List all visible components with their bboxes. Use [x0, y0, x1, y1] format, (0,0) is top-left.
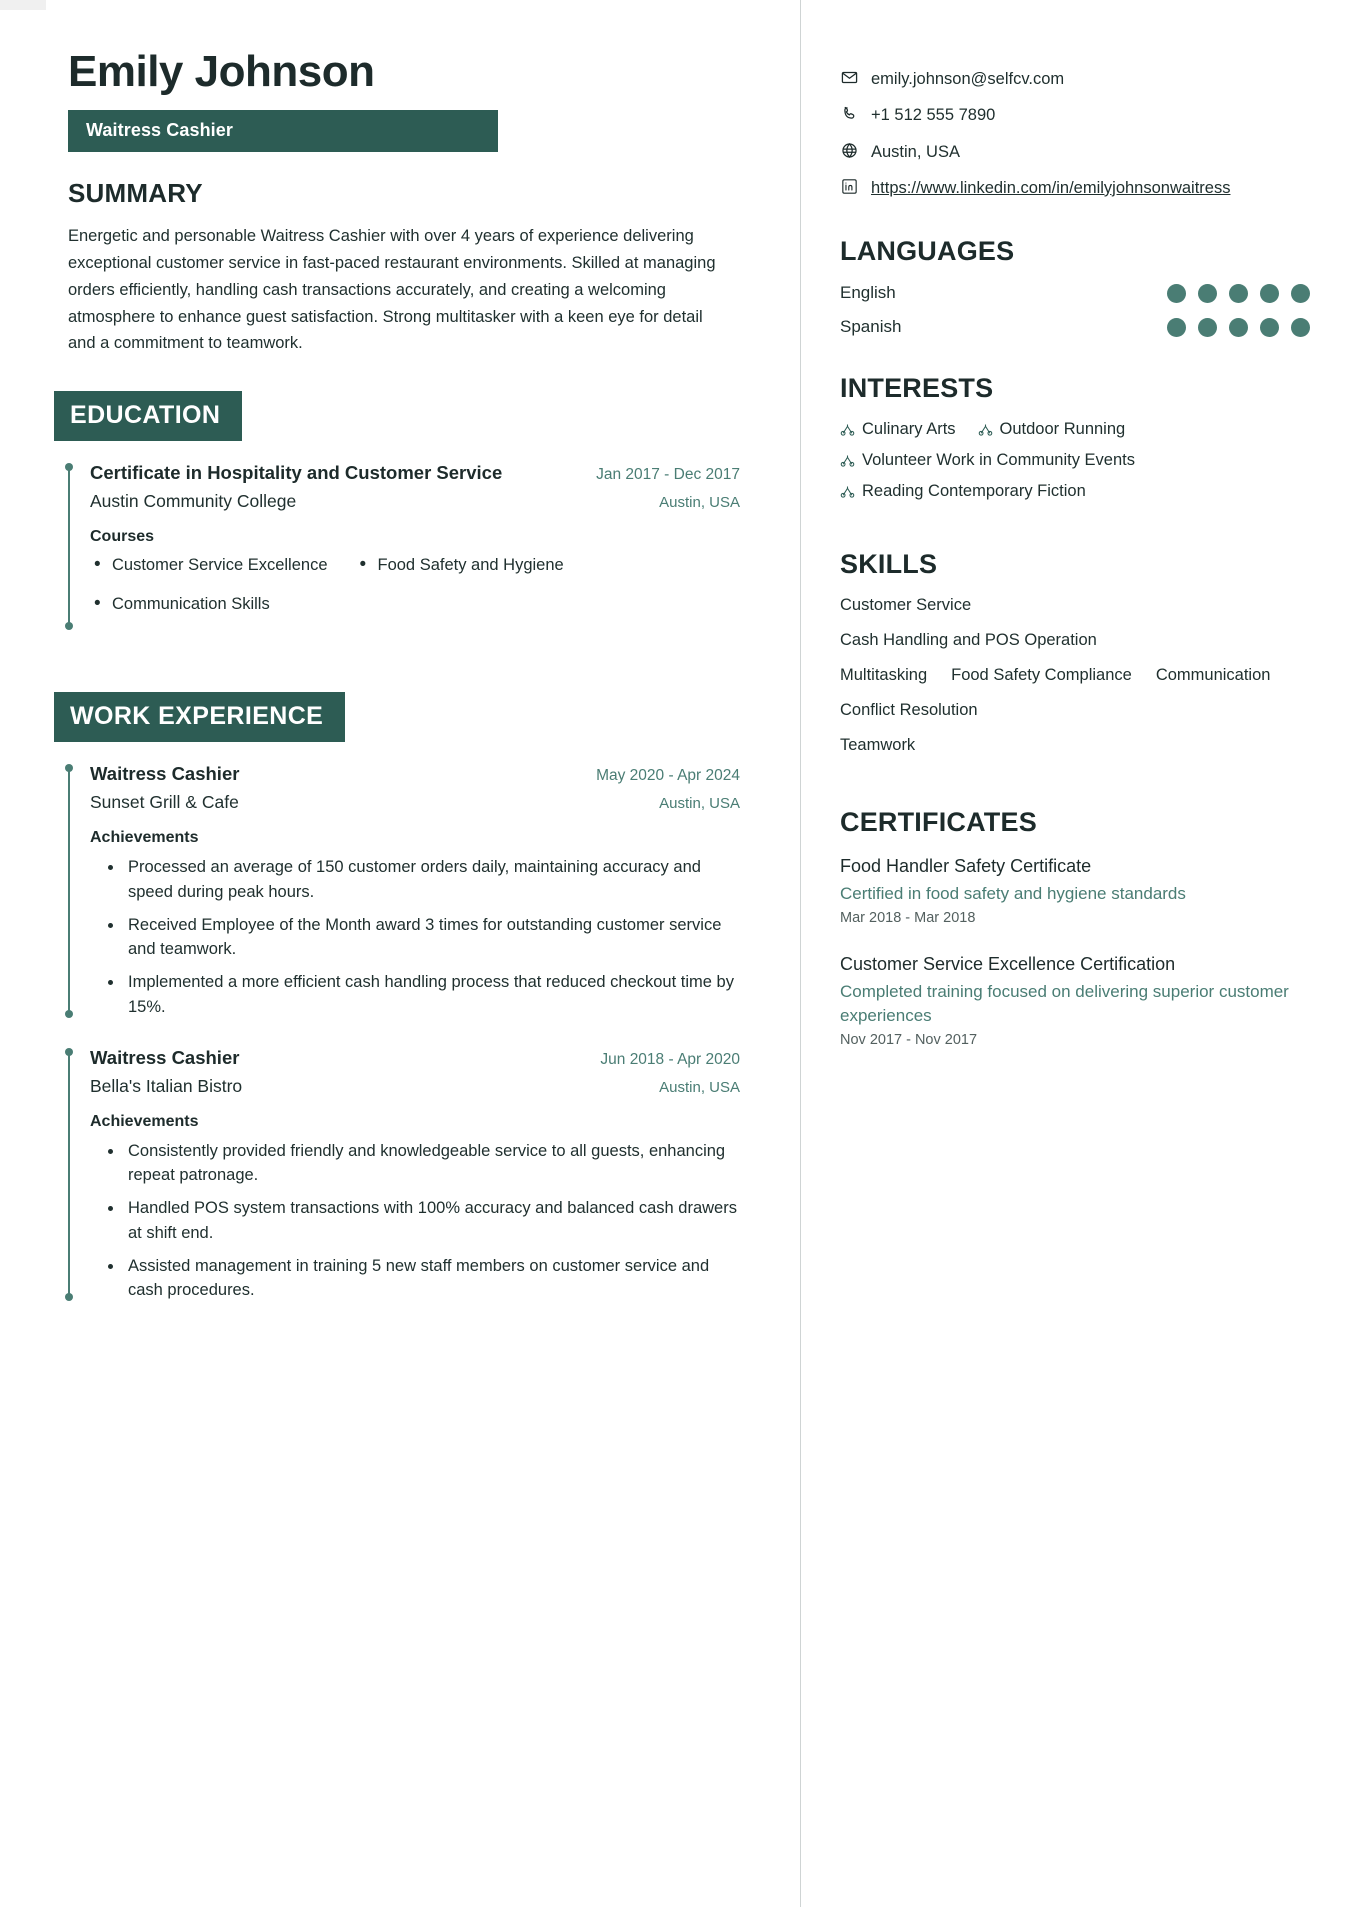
list-item: • Received Employee of the Month award 3 times for outstanding customer service and teamwork. — [124, 913, 740, 963]
achievements-label: Achievements — [90, 829, 199, 847]
education-degree: Certificate in Hospitality and Customer Service — [90, 461, 503, 483]
skill-item: Multitasking — [840, 666, 928, 685]
level-dot — [1229, 318, 1248, 337]
certificate-description: Certified in food safety and hygiene standards — [840, 884, 1186, 904]
interest-label: Culinary Arts — [862, 420, 956, 439]
education-heading: EDUCATION — [54, 391, 242, 441]
contact-block — [840, 68, 1310, 200]
page-corner-mark — [0, 0, 46, 10]
language-level-dots — [1167, 284, 1310, 303]
timeline-dot-icon — [65, 463, 73, 471]
certificate-date: Nov 2017 - Nov 2017 — [840, 1031, 978, 1048]
timeline-dot-icon — [65, 1048, 73, 1056]
education-date: Jan 2017 - Dec 2017 — [596, 465, 740, 483]
list-item: • Food Safety and Hygiene — [356, 554, 564, 577]
envelope-icon — [840, 69, 859, 86]
language-row — [840, 283, 1310, 303]
right-column — [800, 0, 1350, 1907]
list-item: • Handled POS system transactions with 100% accuracy and balanced cash drawers at shift end. — [124, 1196, 740, 1246]
list-item: • Communication Skills — [90, 593, 270, 616]
language-name: English — [840, 283, 896, 303]
language-row — [840, 317, 1310, 337]
interest-item — [840, 451, 1135, 470]
level-dot — [1198, 318, 1217, 337]
education-school: Austin Community College — [90, 490, 297, 511]
courses-list — [90, 554, 730, 632]
achievements-list — [124, 1139, 740, 1304]
hobby-icon — [840, 484, 855, 499]
hobby-icon — [978, 422, 993, 437]
level-dot — [1260, 318, 1279, 337]
column-divider — [800, 0, 801, 1907]
work-timeline-2 — [68, 1046, 740, 1303]
courses-label: Courses — [90, 527, 155, 545]
timeline-dot-icon — [65, 764, 73, 772]
work-timeline-1 — [68, 762, 740, 1019]
summary-text: Energetic and personable Waitress Cashier with over 4 years of experience delivering exceptional customer service in fast-paced restaurant environments. Skilled at managing orders efficiently, handling cash transactions accurately, and creating a welcoming atmosphere to enhance guest satisfaction. Strong multitasker with a keen eye for detail and a commitment to teamwork. — [68, 227, 716, 353]
list-item: • Processed an average of 150 customer orders daily, maintaining accuracy and speed during peak hours. — [124, 855, 740, 905]
languages-heading: LANGUAGES — [840, 236, 1015, 267]
work-location: Austin, USA — [659, 795, 740, 813]
skill-item: Communication — [1155, 666, 1271, 685]
work-location: Austin, USA — [659, 1078, 740, 1096]
interest-label: Outdoor Running — [999, 420, 1126, 439]
education-timeline — [68, 461, 740, 632]
hobby-icon — [840, 422, 855, 437]
header-block — [68, 48, 740, 152]
skill-item: Customer Service — [840, 596, 972, 615]
hobby-icon — [840, 453, 855, 468]
contact-linkedin[interactable]: https://www.linkedin.com/in/emilyjohnsonwaitress — [871, 178, 1231, 197]
candidate-name: Emily Johnson — [68, 47, 375, 96]
summary-heading: SUMMARY — [68, 178, 203, 209]
interest-item — [840, 420, 956, 439]
list-item: • Implemented a more efficient cash handling process that reduced checkout time by 15%. — [124, 970, 740, 1020]
work-entry — [90, 1046, 740, 1303]
work-role: Waitress Cashier — [90, 763, 240, 785]
work-date: Jun 2018 - Apr 2020 — [600, 1050, 740, 1068]
interest-label: Volunteer Work in Community Events — [862, 451, 1135, 470]
linkedin-icon — [840, 178, 859, 195]
list-item: • Consistently provided friendly and knowledgeable service to all guests, enhancing repeat patronage. — [124, 1139, 740, 1189]
level-dot — [1198, 284, 1217, 303]
contact-phone-row[interactable] — [840, 104, 1310, 126]
certificate-date: Mar 2018 - Mar 2018 — [840, 910, 976, 927]
interests-list — [840, 420, 1310, 513]
contact-location-row — [840, 141, 1310, 163]
list-item: • Assisted management in training 5 new staff members on customer service and cash procedures. — [124, 1254, 740, 1304]
interest-label: Reading Contemporary Fiction — [862, 482, 1086, 501]
level-dot — [1167, 284, 1186, 303]
languages-list — [840, 283, 1310, 337]
work-role: Waitress Cashier — [90, 1046, 240, 1068]
achievements-list — [124, 855, 740, 1020]
level-dot — [1260, 284, 1279, 303]
skill-item: Cash Handling and POS Operation — [840, 631, 1097, 650]
candidate-job-title: Waitress Cashier — [68, 110, 498, 152]
skill-item: Conflict Resolution — [840, 701, 978, 720]
certificate-item — [840, 854, 1310, 926]
interests-heading: INTERESTS — [840, 373, 994, 404]
certificate-description: Completed training focused on delivering superior customer experiences — [840, 982, 1289, 1026]
work-date: May 2020 - Apr 2024 — [596, 767, 740, 785]
certificate-name: Food Handler Safety Certificate — [840, 856, 1092, 877]
interest-item — [978, 420, 1126, 439]
skills-heading: SKILLS — [840, 549, 938, 580]
work-entry — [90, 762, 740, 1019]
contact-email: emily.johnson@selfcv.com — [871, 70, 1065, 88]
work-experience-heading: WORK EXPERIENCE — [54, 692, 345, 742]
language-name: Spanish — [840, 317, 902, 337]
level-dot — [1167, 318, 1186, 337]
interest-item — [840, 482, 1086, 501]
achievements-label: Achievements — [90, 1112, 199, 1130]
certificates-heading: CERTIFICATES — [840, 807, 1037, 838]
certificates-list — [840, 854, 1310, 1048]
work-company: Sunset Grill & Cafe — [90, 792, 239, 813]
work-company: Bella's Italian Bistro — [90, 1075, 243, 1096]
list-item: • Customer Service Excellence — [90, 554, 328, 577]
language-level-dots — [1167, 318, 1310, 337]
level-dot — [1229, 284, 1248, 303]
skills-list — [840, 596, 1310, 771]
education-entry — [90, 461, 740, 632]
skill-item: Teamwork — [840, 736, 916, 755]
phone-icon — [840, 105, 859, 122]
level-dot — [1291, 284, 1310, 303]
contact-location: Austin, USA — [871, 142, 960, 161]
contact-linkedin-row[interactable] — [840, 177, 1310, 200]
contact-phone: +1 512 555 7890 — [871, 106, 996, 125]
contact-email-row[interactable] — [840, 68, 1310, 90]
skill-item: Food Safety Compliance — [951, 666, 1132, 685]
level-dot — [1291, 318, 1310, 337]
certificate-name: Customer Service Excellence Certification — [840, 954, 1176, 975]
globe-icon — [840, 142, 859, 159]
education-location: Austin, USA — [659, 493, 740, 511]
certificate-item — [840, 952, 1310, 1048]
